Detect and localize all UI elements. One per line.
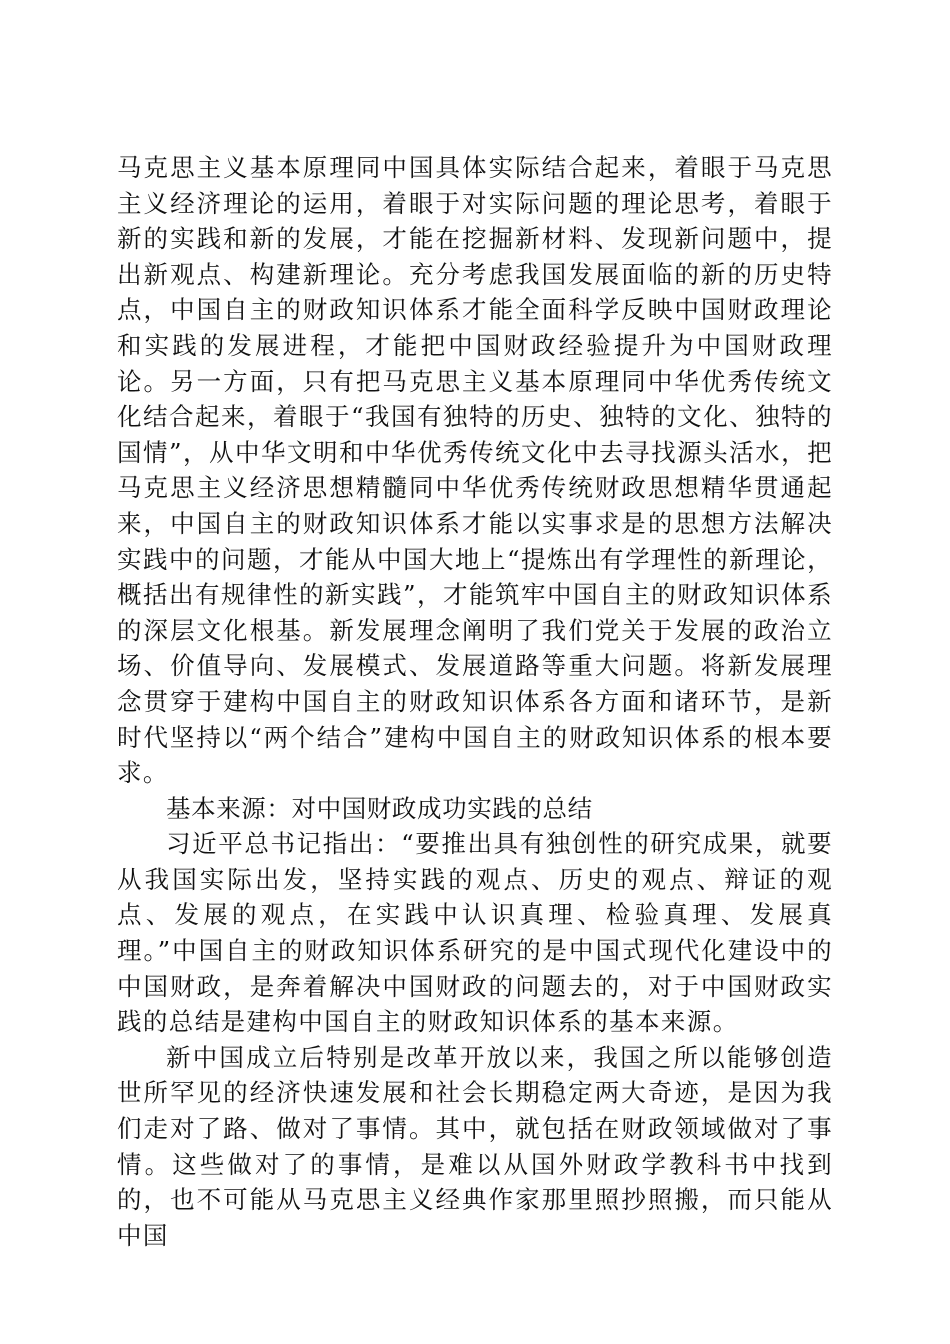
body-paragraph-2: 习近平总书记指出：“要推出具有独创性的研究成果，就要从我国实际出发，坚持实践的观点、历史的观点、辩证的观点、发展的观点，在实践中认识真理、检验真理、发展真理。”中国自主的财政知识体系研究的是中国式现代化建设中的中国财政，是奔着解决中国财政的问题去的，对于中国财政实践的总结是建构中国自主的财政知识体系的基本来源。 <box>117 829 833 1037</box>
body-paragraph-3: 新中国成立后特别是改革开放以来，我国之所以能够创造世所罕见的经济快速发展和社会长期稳定两大奇迹，是因为我们走对了路、做对了事情。其中，就包括在财政领域做对了事情。这些做对了的事情，是难以从国外财政学教科书中找到的，也不可能从马克思主义经典作家那里照抄照搬，而只能从中国 <box>117 1042 833 1250</box>
document-body <box>117 150 833 1253</box>
section-heading: 基本来源：对中国财政成功实践的总结 <box>166 793 593 823</box>
body-paragraph-1: 马克思主义基本原理同中国具体实际结合起来，着眼于马克思主义经济理论的运用，着眼于对实际问题的理论思考，着眼于新的实践和新的发展，才能在挖掘新材料、发现新问题中，提出新观点、构建新理论。充分考虑我国发展面临的新的历史特点，中国自主的财政知识体系才能全面科学反映中国财政理论和实践的发展进程，才能把中国财政经验提升为中国财政理论。另一方面，只有把马克思主义基本原理同中华优秀传统文化结合起来，着眼于“我国有独特的历史、独特的文化、独特的国情”，从中华文明和中华优秀传统文化中去寻找源头活水，把马克思主义经济思想精髓同中华优秀传统财政思想精华贯通起来，中国自主的财政知识体系才能以实事求是的思想方法解决实践中的问题，才能从中国大地上“提炼出有学理性的新理论，概括出有规律性的新实践”，才能筑牢中国自主的财政知识体系的深层文化根基。新发展理念阐明了我们党关于发展的政治立场、价值导向、发展模式、发展道路等重大问题。将新发展理念贯穿于建构中国自主的财政知识体系各方面和诸环节，是新时代坚持以“两个结合”建构中国自主的财政知识体系的根本要求。 <box>117 153 833 788</box>
